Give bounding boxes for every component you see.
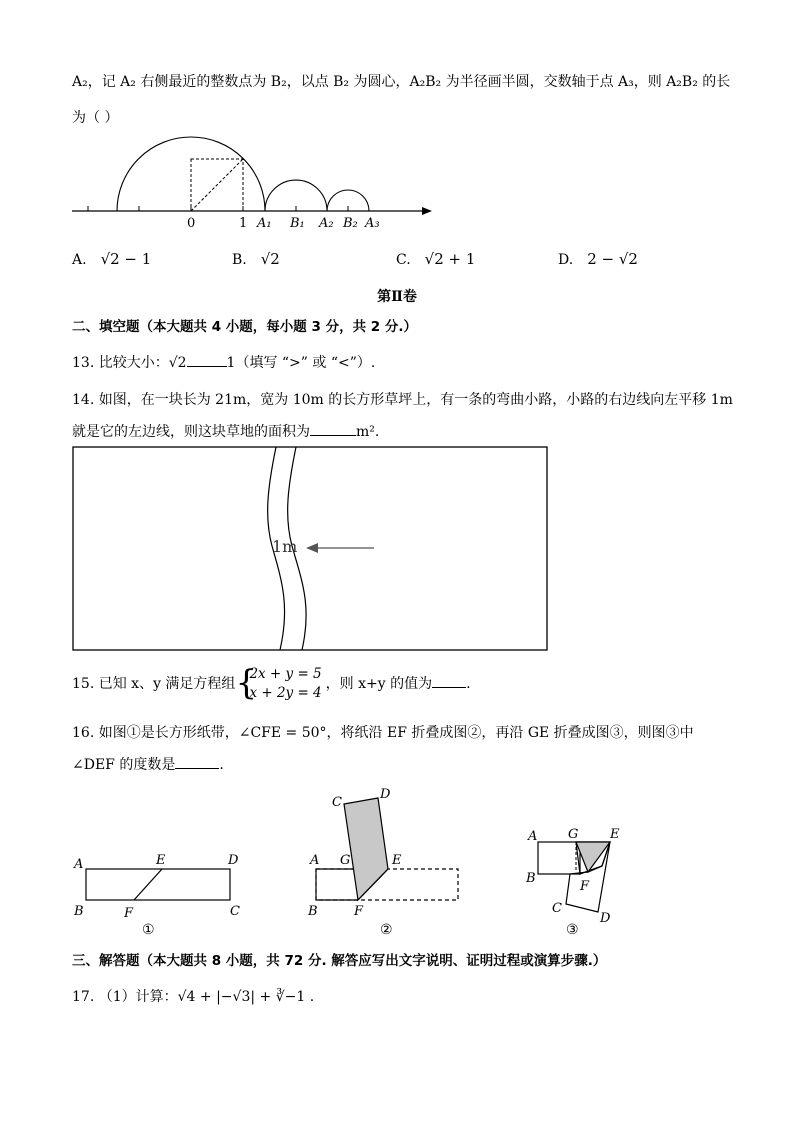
q14-text-line2: 就是它的左边线，则这块草地的面积为 — [72, 424, 310, 440]
q16-text-end: . — [219, 757, 224, 773]
figure-label-c: C — [332, 795, 342, 810]
option-b-value: √2 — [260, 250, 280, 268]
section2-heading: 二、填空题（本大题共 4 小题，每小题 3 分，共 2 分.） — [72, 319, 418, 335]
label-zero: 0 — [187, 216, 196, 231]
q14-line2 — [72, 421, 379, 442]
figure-label-g: G — [568, 827, 579, 842]
option-a-value: √2 − 1 — [100, 250, 152, 268]
option-d-letter: D. — [558, 252, 574, 268]
q15-end: . — [466, 676, 471, 692]
figure-label-e: E — [610, 827, 620, 842]
label-a1: A₁ — [257, 216, 272, 231]
figure-label-d: D — [380, 787, 391, 802]
option-d-value: 2 − √2 — [587, 250, 638, 268]
part2-title: 第Ⅱ卷 — [377, 289, 417, 305]
option-d[interactable] — [558, 250, 638, 268]
q14-1m-label: 1m — [272, 537, 298, 556]
q15-eq2: x + 2y = 4 — [249, 685, 322, 701]
q13-num: 13. — [72, 355, 95, 371]
option-b-letter: B. — [232, 252, 247, 268]
q15-eq1: 2x + y = 5 — [249, 666, 322, 682]
q16-line1 — [72, 723, 694, 743]
q13-text-after: 1（填写 “>” 或 “<”）. — [226, 355, 376, 371]
figure-label-circ2: ② — [380, 922, 393, 938]
q13 — [72, 352, 375, 373]
figure-label-d: D — [228, 853, 239, 868]
figure-label-a: A — [310, 853, 320, 868]
q13-answer-blank[interactable] — [187, 352, 227, 367]
figure-label-a: A — [528, 829, 538, 844]
figure-label-f: F — [354, 904, 364, 919]
figure-label-circ1: ① — [142, 922, 155, 938]
label-a3: A₃ — [365, 216, 380, 231]
option-c[interactable] — [396, 250, 475, 268]
figure-label-e: E — [156, 853, 166, 868]
figure-label-c: C — [552, 901, 562, 916]
q16-text-line1: 如图①是长方形纸带，∠CFE = 50°，将纸沿 EF 折叠成图②，再沿 GE 折叠成图③，则图③中 — [98, 725, 694, 741]
figure-label-b: B — [526, 871, 536, 886]
option-c-letter: C. — [396, 252, 411, 268]
q12-number-line-figure — [60, 125, 450, 235]
figure-label-b: B — [74, 904, 84, 919]
figure-label-b: B — [308, 904, 318, 919]
section3-heading: 三、解答题（本大题共 8 小题，共 72 分. 解答应写出文字说明、证明过程或演算步骤.） — [72, 953, 607, 969]
option-a-letter: A. — [72, 252, 87, 268]
q12-line1: A₂，记 A₂ 右侧最近的整数点为 B₂，以点 B₂ 为圆心，A₂B₂ 为半径画半圆，交数轴于点 A₃，则 A₂B₂ 的长 — [72, 74, 731, 90]
figure-label-circ3: ③ — [566, 922, 579, 938]
q12-line2: 为（ ） — [72, 110, 119, 126]
q17-num: 17. — [72, 989, 95, 1005]
q15 — [72, 664, 471, 704]
q14-text-line1: 如图，在一块长为 21m，宽为 10m 的长方形草坪上，有一条的弯曲小路，小路的右边线向左平移 1m — [98, 392, 733, 408]
q13-text-before: 比较大小：√2 — [98, 355, 187, 371]
label-b1: B₁ — [290, 216, 305, 231]
option-c-value: √2 + 1 — [424, 250, 476, 268]
q16-answer-blank[interactable] — [175, 754, 219, 769]
q15-text-before: 已知 x、y 满足方程组 — [98, 676, 236, 692]
q16-text-line2: ∠DEF 的度数是 — [72, 757, 176, 773]
q14-line1 — [72, 390, 733, 410]
q16-num: 16. — [72, 725, 95, 741]
q14-lawn-figure — [72, 446, 550, 653]
q17 — [72, 987, 314, 1007]
option-a[interactable] — [72, 250, 151, 268]
figure-label-c: C — [230, 904, 240, 919]
q16-fold-figures — [68, 784, 648, 944]
q17-text: （1）计算：√4 + |−√3| + ∛−1 . — [98, 989, 315, 1005]
label-one: 1 — [239, 216, 248, 231]
q14-answer-blank[interactable] — [310, 421, 356, 436]
label-b2: B₂ — [343, 216, 358, 231]
q15-equation-system — [237, 665, 321, 703]
brace-icon: { — [235, 663, 258, 703]
figure-label-f: F — [124, 906, 134, 921]
q15-text-after: ，则 x+y 的值为 — [325, 676, 433, 692]
option-b[interactable] — [232, 250, 280, 268]
q15-answer-blank[interactable] — [432, 673, 466, 688]
figure-label-a: A — [74, 857, 84, 872]
label-a2: A₂ — [319, 216, 334, 231]
figure-label-e: E — [392, 853, 402, 868]
figure-label-d: D — [600, 911, 611, 926]
q14-num: 14. — [72, 392, 95, 408]
figure-label-f: F — [580, 879, 590, 894]
q14-unit: m². — [356, 424, 380, 440]
q16-line2 — [72, 754, 224, 775]
q15-num: 15. — [72, 676, 95, 692]
figure-label-g: G — [340, 853, 351, 868]
